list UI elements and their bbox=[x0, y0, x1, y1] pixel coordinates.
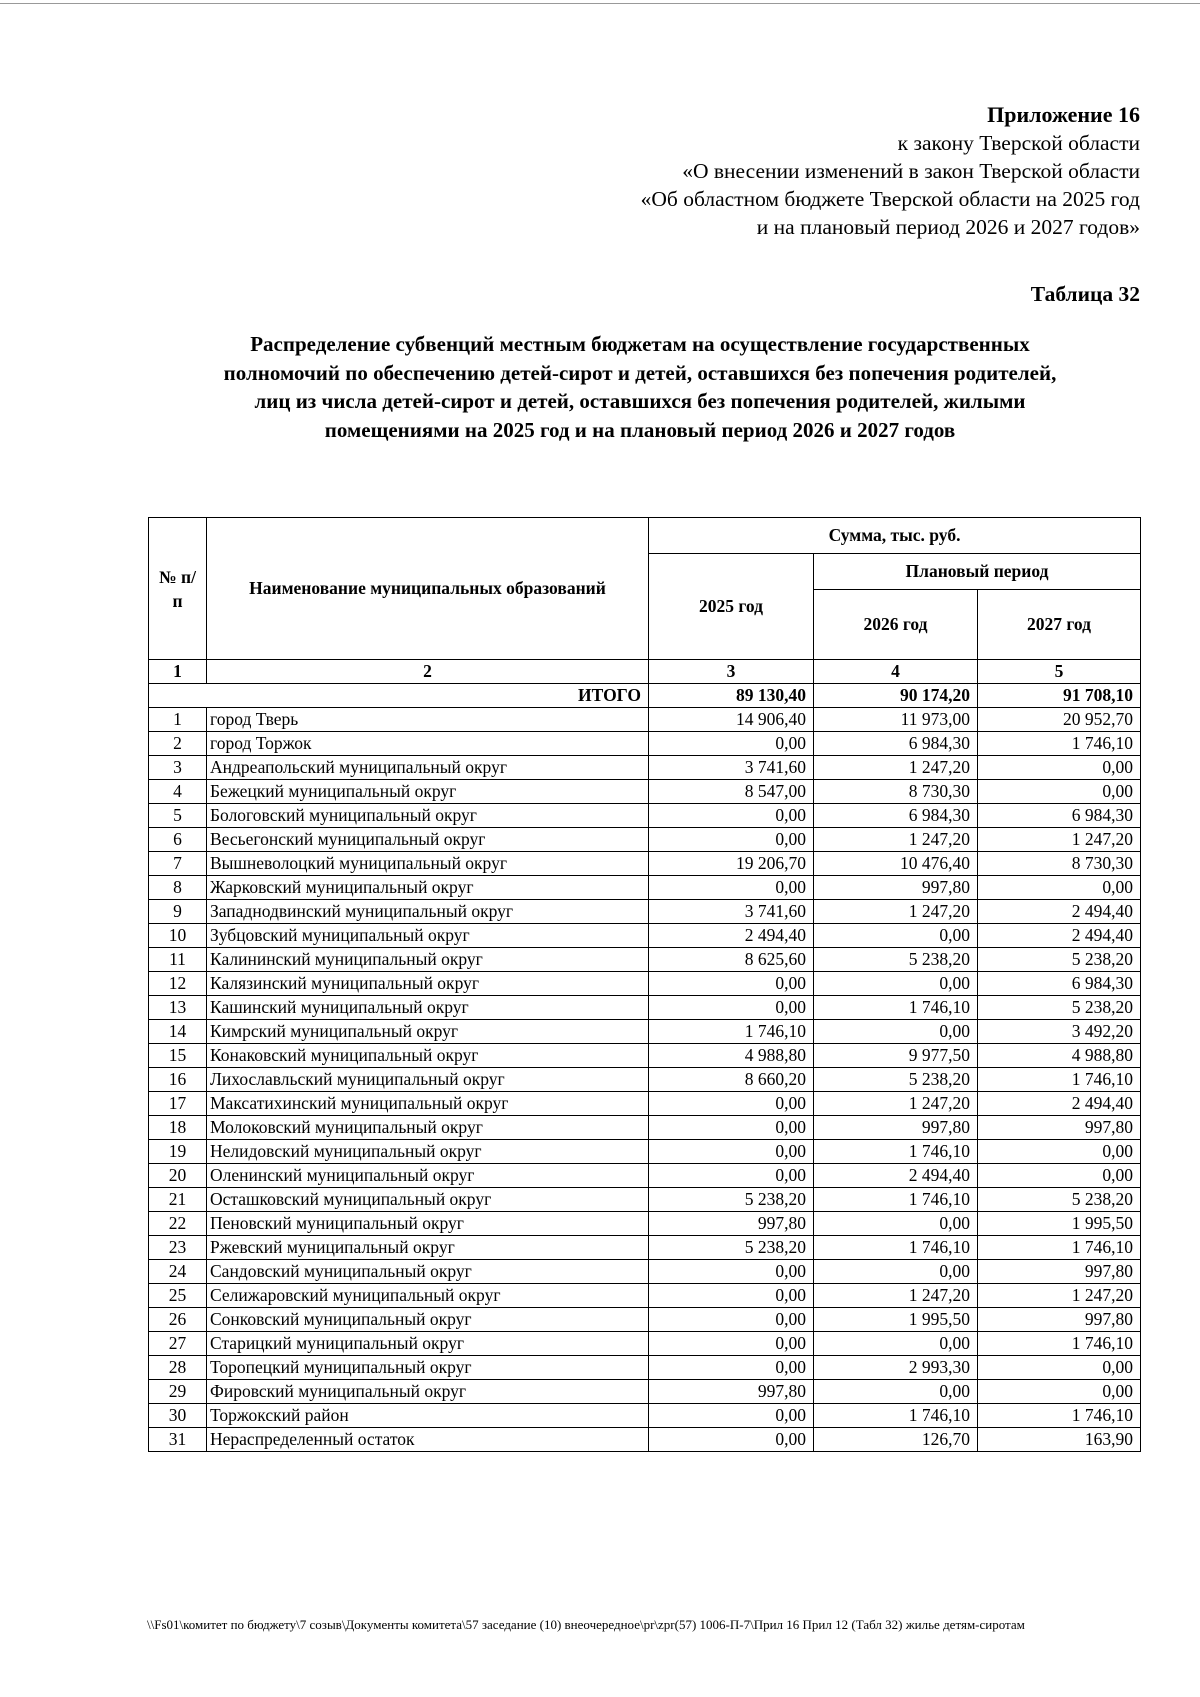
value-2026: 0,00 bbox=[814, 1332, 978, 1356]
value-2025: 0,00 bbox=[649, 804, 814, 828]
index-cell: 4 bbox=[814, 660, 978, 684]
index-cell: 5 bbox=[978, 660, 1141, 684]
value-2025: 997,80 bbox=[649, 1380, 814, 1404]
value-2027: 0,00 bbox=[978, 1164, 1141, 1188]
value-2026: 0,00 bbox=[814, 1020, 978, 1044]
value-2027: 997,80 bbox=[978, 1260, 1141, 1284]
municipality-name: Максатихинский муниципальный округ bbox=[207, 1092, 649, 1116]
municipality-name: Бежецкий муниципальный округ bbox=[207, 780, 649, 804]
municipality-name: Осташковский муниципальный округ bbox=[207, 1188, 649, 1212]
table-row bbox=[149, 1356, 1141, 1380]
value-2026: 1 746,10 bbox=[814, 1140, 978, 1164]
value-2025: 0,00 bbox=[649, 1164, 814, 1188]
value-2026: 1 247,20 bbox=[814, 1284, 978, 1308]
row-number: 20 bbox=[149, 1164, 207, 1188]
value-2026: 2 993,30 bbox=[814, 1356, 978, 1380]
table-row bbox=[149, 1260, 1141, 1284]
row-number: 7 bbox=[149, 852, 207, 876]
value-2025: 19 206,70 bbox=[649, 852, 814, 876]
value-2025: 5 238,20 bbox=[649, 1236, 814, 1260]
value-2026: 1 247,20 bbox=[814, 1092, 978, 1116]
row-number: 2 bbox=[149, 732, 207, 756]
appendix-title: Приложение 16 bbox=[987, 102, 1140, 127]
value-2027: 1 746,10 bbox=[978, 1404, 1141, 1428]
title-line-2: полномочий по обеспечению детей-сирот и детей, оставшихся без попечения родителей, bbox=[223, 360, 1057, 385]
table-row bbox=[149, 876, 1141, 900]
value-2025: 14 906,40 bbox=[649, 708, 814, 732]
header-line-3: «Об областном бюджете Тверской области на 2025 год bbox=[640, 187, 1140, 211]
value-2025: 3 741,60 bbox=[649, 900, 814, 924]
municipality-name: Молоковский муниципальный округ bbox=[207, 1116, 649, 1140]
table-row bbox=[149, 1404, 1141, 1428]
row-number: 22 bbox=[149, 1212, 207, 1236]
table-row bbox=[149, 1380, 1141, 1404]
index-cell: 1 bbox=[149, 660, 207, 684]
value-2026: 0,00 bbox=[814, 924, 978, 948]
value-2025: 0,00 bbox=[649, 1356, 814, 1380]
index-cell: 3 bbox=[649, 660, 814, 684]
row-number: 8 bbox=[149, 876, 207, 900]
value-2026: 5 238,20 bbox=[814, 1068, 978, 1092]
municipality-name: Бологовский муниципальный округ bbox=[207, 804, 649, 828]
table-row bbox=[149, 996, 1141, 1020]
row-number: 13 bbox=[149, 996, 207, 1020]
row-number: 25 bbox=[149, 1284, 207, 1308]
municipality-name: Вышневолоцкий муниципальный округ bbox=[207, 852, 649, 876]
value-2027: 0,00 bbox=[978, 780, 1141, 804]
table-row bbox=[149, 924, 1141, 948]
municipality-name: Зубцовский муниципальный округ bbox=[207, 924, 649, 948]
title-line-1: Распределение субвенций местным бюджетам на осуществление государственных bbox=[250, 332, 1030, 356]
table-row bbox=[149, 1092, 1141, 1116]
value-2026: 1 746,10 bbox=[814, 1188, 978, 1212]
table-row bbox=[149, 1068, 1141, 1092]
row-number: 30 bbox=[149, 1404, 207, 1428]
total-2026: 90 174,20 bbox=[814, 684, 978, 708]
value-2027: 4 988,80 bbox=[978, 1044, 1141, 1068]
row-number: 17 bbox=[149, 1092, 207, 1116]
table-row bbox=[149, 1236, 1141, 1260]
table-row bbox=[149, 1188, 1141, 1212]
value-2027: 1 746,10 bbox=[978, 1332, 1141, 1356]
value-2027: 0,00 bbox=[978, 1380, 1141, 1404]
index-cell: 2 bbox=[207, 660, 649, 684]
municipality-name: Торжокский район bbox=[207, 1404, 649, 1428]
row-number: 10 bbox=[149, 924, 207, 948]
table-row bbox=[149, 828, 1141, 852]
row-number: 18 bbox=[149, 1116, 207, 1140]
document-title bbox=[150, 330, 1130, 444]
value-2025: 1 746,10 bbox=[649, 1020, 814, 1044]
row-number: 26 bbox=[149, 1308, 207, 1332]
value-2025: 0,00 bbox=[649, 1116, 814, 1140]
municipality-name: Кашинский муниципальный округ bbox=[207, 996, 649, 1020]
file-path-footer: \\Fs01\комитет по бюджету\7 созыв\Документы комитета\57 заседание (10) внеочередное\pr\zpr(57) 1006-П-7\Прил 16 Прил 12 (Табл 32) жилье детям-сиротам bbox=[147, 1617, 1025, 1632]
value-2025: 0,00 bbox=[649, 828, 814, 852]
value-2026: 997,80 bbox=[814, 876, 978, 900]
column-index-row bbox=[149, 660, 1141, 684]
row-number: 9 bbox=[149, 900, 207, 924]
row-number: 31 bbox=[149, 1428, 207, 1452]
value-2026: 2 494,40 bbox=[814, 1164, 978, 1188]
value-2025: 0,00 bbox=[649, 972, 814, 996]
municipality-name: Сонковский муниципальный округ bbox=[207, 1308, 649, 1332]
value-2026: 0,00 bbox=[814, 972, 978, 996]
value-2027: 1 995,50 bbox=[978, 1212, 1141, 1236]
value-2026: 0,00 bbox=[814, 1380, 978, 1404]
total-row bbox=[149, 684, 1141, 708]
col-header-number: № п/п bbox=[149, 518, 207, 660]
total-label: ИТОГО bbox=[149, 684, 649, 708]
table-row bbox=[149, 1116, 1141, 1140]
value-2026: 10 476,40 bbox=[814, 852, 978, 876]
value-2027: 1 746,10 bbox=[978, 732, 1141, 756]
municipality-name: Фировский муниципальный округ bbox=[207, 1380, 649, 1404]
value-2025: 0,00 bbox=[649, 1260, 814, 1284]
value-2027: 5 238,20 bbox=[978, 1188, 1141, 1212]
table-row bbox=[149, 1044, 1141, 1068]
row-number: 29 bbox=[149, 1380, 207, 1404]
value-2025: 4 988,80 bbox=[649, 1044, 814, 1068]
table-row bbox=[149, 732, 1141, 756]
value-2026: 0,00 bbox=[814, 1260, 978, 1284]
municipality-name: Ржевский муниципальный округ bbox=[207, 1236, 649, 1260]
municipality-name: город Тверь bbox=[207, 708, 649, 732]
value-2026: 0,00 bbox=[814, 1212, 978, 1236]
row-number: 12 bbox=[149, 972, 207, 996]
value-2026: 1 247,20 bbox=[814, 900, 978, 924]
table-row bbox=[149, 804, 1141, 828]
value-2027: 0,00 bbox=[978, 876, 1141, 900]
col-header-sum: Сумма, тыс. руб. bbox=[649, 518, 1141, 554]
value-2027: 0,00 bbox=[978, 1140, 1141, 1164]
scan-top-line bbox=[0, 3, 1200, 4]
value-2027: 163,90 bbox=[978, 1428, 1141, 1452]
municipality-name: Лихославльский муниципальный округ bbox=[207, 1068, 649, 1092]
value-2025: 0,00 bbox=[649, 1092, 814, 1116]
row-number: 5 bbox=[149, 804, 207, 828]
table-row bbox=[149, 1020, 1141, 1044]
table-row bbox=[149, 708, 1141, 732]
table-row bbox=[149, 1212, 1141, 1236]
value-2026: 6 984,30 bbox=[814, 804, 978, 828]
municipality-name: Старицкий муниципальный округ bbox=[207, 1332, 649, 1356]
value-2027: 997,80 bbox=[978, 1116, 1141, 1140]
title-line-4: помещениями на 2025 год и на плановый период 2026 и 2027 годов bbox=[324, 417, 956, 442]
total-2025: 89 130,40 bbox=[649, 684, 814, 708]
value-2027: 5 238,20 bbox=[978, 996, 1141, 1020]
value-2027: 2 494,40 bbox=[978, 900, 1141, 924]
subvention-table bbox=[148, 517, 1141, 1452]
value-2025: 0,00 bbox=[649, 1284, 814, 1308]
value-2025: 5 238,20 bbox=[649, 1188, 814, 1212]
row-number: 19 bbox=[149, 1140, 207, 1164]
municipality-name: город Торжок bbox=[207, 732, 649, 756]
row-number: 15 bbox=[149, 1044, 207, 1068]
table-row bbox=[149, 1140, 1141, 1164]
table-row bbox=[149, 900, 1141, 924]
value-2025: 0,00 bbox=[649, 732, 814, 756]
municipality-name: Нераспределенный остаток bbox=[207, 1428, 649, 1452]
table-row bbox=[149, 756, 1141, 780]
table-row bbox=[149, 1284, 1141, 1308]
col-header-2026: 2026 год bbox=[814, 590, 978, 660]
total-2027: 91 708,10 bbox=[978, 684, 1141, 708]
value-2027: 3 492,20 bbox=[978, 1020, 1141, 1044]
value-2027: 2 494,40 bbox=[978, 1092, 1141, 1116]
value-2027: 5 238,20 bbox=[978, 948, 1141, 972]
value-2025: 2 494,40 bbox=[649, 924, 814, 948]
municipality-name: Пеновский муниципальный округ bbox=[207, 1212, 649, 1236]
header-line-1: к закону Тверской области bbox=[897, 131, 1140, 155]
municipality-name: Жарковский муниципальный округ bbox=[207, 876, 649, 900]
value-2027: 1 746,10 bbox=[978, 1068, 1141, 1092]
value-2026: 1 995,50 bbox=[814, 1308, 978, 1332]
municipality-name: Селижаровский муниципальный округ bbox=[207, 1284, 649, 1308]
municipality-name: Оленинский муниципальный округ bbox=[207, 1164, 649, 1188]
row-number: 27 bbox=[149, 1332, 207, 1356]
value-2027: 997,80 bbox=[978, 1308, 1141, 1332]
value-2026: 11 973,00 bbox=[814, 708, 978, 732]
value-2026: 8 730,30 bbox=[814, 780, 978, 804]
municipality-name: Сандовский муниципальный округ bbox=[207, 1260, 649, 1284]
municipality-name: Торопецкий муниципальный округ bbox=[207, 1356, 649, 1380]
value-2025: 8 660,20 bbox=[649, 1068, 814, 1092]
value-2025: 0,00 bbox=[649, 876, 814, 900]
municipality-name: Весьегонский муниципальный округ bbox=[207, 828, 649, 852]
value-2027: 0,00 bbox=[978, 1356, 1141, 1380]
row-number: 24 bbox=[149, 1260, 207, 1284]
value-2027: 1 247,20 bbox=[978, 1284, 1141, 1308]
col-header-2025: 2025 год bbox=[649, 554, 814, 660]
row-number: 23 bbox=[149, 1236, 207, 1260]
title-line-3: лиц из числа детей-сирот и детей, оставшихся без попечения родителей, жилыми bbox=[254, 389, 1026, 413]
table-row bbox=[149, 1332, 1141, 1356]
municipality-name: Калининский муниципальный округ bbox=[207, 948, 649, 972]
value-2025: 8 547,00 bbox=[649, 780, 814, 804]
value-2027: 0,00 bbox=[978, 756, 1141, 780]
value-2025: 0,00 bbox=[649, 1332, 814, 1356]
value-2025: 0,00 bbox=[649, 1308, 814, 1332]
value-2026: 1 746,10 bbox=[814, 1236, 978, 1260]
value-2025: 0,00 bbox=[649, 1140, 814, 1164]
row-number: 21 bbox=[149, 1188, 207, 1212]
value-2027: 1 746,10 bbox=[978, 1236, 1141, 1260]
value-2027: 1 247,20 bbox=[978, 828, 1141, 852]
table-row bbox=[149, 780, 1141, 804]
table-row bbox=[149, 1164, 1141, 1188]
col-header-name: Наименование муниципальных образований bbox=[207, 518, 649, 660]
value-2027: 20 952,70 bbox=[978, 708, 1141, 732]
table-number: Таблица 32 bbox=[1030, 282, 1140, 306]
value-2025: 3 741,60 bbox=[649, 756, 814, 780]
col-header-2027: 2027 год bbox=[978, 590, 1141, 660]
value-2026: 1 746,10 bbox=[814, 1404, 978, 1428]
table-row bbox=[149, 1308, 1141, 1332]
row-number: 14 bbox=[149, 1020, 207, 1044]
value-2027: 6 984,30 bbox=[978, 972, 1141, 996]
value-2027: 6 984,30 bbox=[978, 804, 1141, 828]
municipality-name: Калязинский муниципальный округ bbox=[207, 972, 649, 996]
municipality-name: Конаковский муниципальный округ bbox=[207, 1044, 649, 1068]
row-number: 1 bbox=[149, 708, 207, 732]
value-2026: 997,80 bbox=[814, 1116, 978, 1140]
header-line-4: и на плановый период 2026 и 2027 годов» bbox=[756, 215, 1140, 239]
table-row bbox=[149, 852, 1141, 876]
value-2026: 1 247,20 bbox=[814, 828, 978, 852]
value-2026: 126,70 bbox=[814, 1428, 978, 1452]
appendix-header bbox=[641, 101, 1140, 241]
value-2026: 6 984,30 bbox=[814, 732, 978, 756]
value-2025: 8 625,60 bbox=[649, 948, 814, 972]
value-2026: 1 746,10 bbox=[814, 996, 978, 1020]
municipality-name: Нелидовский муниципальный округ bbox=[207, 1140, 649, 1164]
row-number: 6 bbox=[149, 828, 207, 852]
row-number: 16 bbox=[149, 1068, 207, 1092]
value-2025: 0,00 bbox=[649, 1428, 814, 1452]
row-number: 28 bbox=[149, 1356, 207, 1380]
value-2026: 9 977,50 bbox=[814, 1044, 978, 1068]
value-2025: 997,80 bbox=[649, 1212, 814, 1236]
table-row bbox=[149, 1428, 1141, 1452]
value-2027: 8 730,30 bbox=[978, 852, 1141, 876]
row-number: 4 bbox=[149, 780, 207, 804]
row-number: 3 bbox=[149, 756, 207, 780]
municipality-name: Кимрский муниципальный округ bbox=[207, 1020, 649, 1044]
table-row bbox=[149, 972, 1141, 996]
value-2026: 1 247,20 bbox=[814, 756, 978, 780]
value-2026: 5 238,20 bbox=[814, 948, 978, 972]
row-number: 11 bbox=[149, 948, 207, 972]
value-2025: 0,00 bbox=[649, 1404, 814, 1428]
table-row bbox=[149, 948, 1141, 972]
col-header-plan: Плановый период bbox=[814, 554, 1141, 590]
value-2025: 0,00 bbox=[649, 996, 814, 1020]
municipality-name: Западнодвинский муниципальный округ bbox=[207, 900, 649, 924]
value-2027: 2 494,40 bbox=[978, 924, 1141, 948]
municipality-name: Андреапольский муниципальный округ bbox=[207, 756, 649, 780]
header-line-2: «О внесении изменений в закон Тверской области bbox=[682, 159, 1140, 183]
